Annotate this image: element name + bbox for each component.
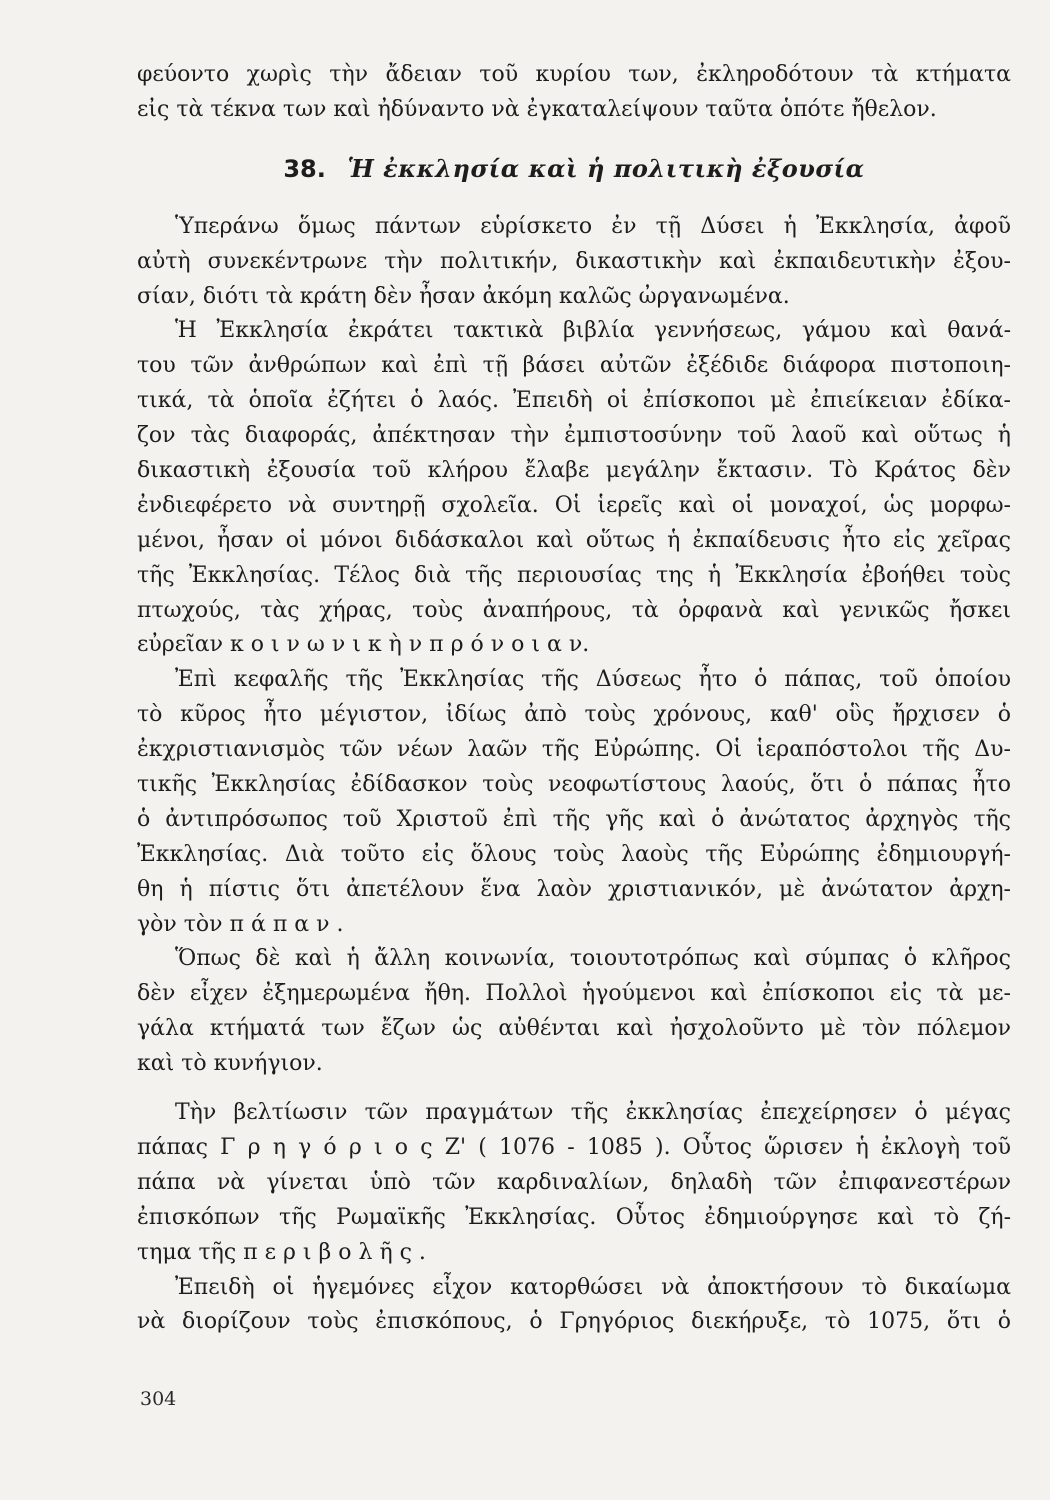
paragraph-line: σίαν, διότι τὰ κράτη δὲν ἦσαν ἀκόμη καλῶς ὠργανωμένα. (137, 283, 790, 309)
paragraph-line: καὶ τὸ κυνήγιον. (137, 1051, 323, 1077)
paragraph-line: Ἡ Ἐκκλησία ἐκράτει τακτικὰ βιβλία γεννήσεως, γάμου καὶ θανά- (175, 318, 1011, 344)
paragraph-line: γάλα κτήματά των ἔζων ὡς αὐθένται καὶ ἠσχολοῦντο μὲ τὸν πόλεμον (137, 1016, 1011, 1042)
paragraph-line: νὰ διορίζουν τοὺς ἐπισκόπους, ὁ Γρηγόριος διεκήρυξε, τὸ 1075, ὅτι ὁ (137, 1309, 1011, 1335)
paragraph-line: του τῶν ἀνθρώπων καὶ ἐπὶ τῇ βάσει αὐτῶν ἐξέδιδε διάφορα πιστοποιη- (137, 353, 1011, 379)
section-number: 38. (283, 154, 326, 183)
paragraph-line: τὸ κῦρος ἦτο μέγιστον, ἰδίως ἀπὸ τοὺς χρόνους, καθ' οὓς ἤρχισεν ὁ (137, 702, 1011, 728)
paragraph-line: τῆς Ἐκκλησίας. Τέλος διὰ τῆς περιουσίας της ἡ Ἐκκλησία ἐβοήθει τοὺς (137, 562, 1011, 588)
paragraph-line: ζον τὰς διαφοράς, ἀπέκτησαν τὴν ἐμπιστοσύνην τοῦ λαοῦ καὶ οὕτως ἡ (137, 423, 1011, 449)
intro-line: φεύοντο χωρὶς τὴν ἄδειαν τοῦ κυρίου των, ἐκληροδότουν τὰ κτήματα (137, 62, 1011, 87)
paragraph-line: Ἐκκλησίας. Διὰ τοῦτο εἰς ὅλους τοὺς λαοὺς τῆς Εὐρώπης ἐδημιουργή- (137, 841, 1011, 867)
paragraph-line: Ἐπὶ κεφαλῆς τῆς Ἐκκλησίας τῆς Δύσεως ἦτο ὁ πάπας, τοῦ ὁποίου (175, 667, 1011, 693)
paragraph-line: τημα τῆς π ε ρ ι β ο λ ῆ ς . (137, 1239, 426, 1265)
paragraph-line: δικαστικὴ ἐξουσία τοῦ κλήρου ἔλαβε μεγάλην ἔκτασιν. Τὸ Κράτος δὲν (137, 458, 1011, 484)
paragraph-line: μένοι, ἦσαν οἱ μόνοι διδάσκαλοι καὶ οὕτως ἡ ἐκπαίδευσις ἦτο εἰς χεῖρας (137, 527, 1011, 553)
paragraph-line: ἐκχριστιανισμὸς τῶν νέων λαῶν τῆς Εὐρώπης. Οἱ ἱεραπόστολοι τῆς Δυ- (137, 737, 1011, 763)
paragraph-spacer (137, 1082, 1011, 1096)
intro-line: εἰς τὰ τέκνα των καὶ ἠδύναντο νὰ ἐγκαταλείψουν ταῦτα ὁπότε ἤθελον. (137, 96, 937, 122)
paragraph-line: γὸν τὸν π ά π α ν . (137, 911, 344, 937)
paragraph-line: πάπα νὰ γίνεται ὑπὸ τῶν καρδιναλίων, δηλαδὴ τῶν ἐπιφανεστέρων (137, 1169, 1011, 1195)
paragraph-line: ἐπισκόπων τῆς Ρωμαϊκῆς Ἐκκλησίας. Οὗτος ἐδημιούργησε καὶ τὸ ζή- (137, 1204, 1011, 1230)
paragraph-line: θη ἡ πίστις ὅτι ἀπετέλουν ἕνα λαὸν χριστιανικόν, μὲ ἀνώτατον ἀρχη- (137, 876, 1011, 902)
paragraph-line: Ὅπως δὲ καὶ ἡ ἄλλη κοινωνία, τοιουτοτρόπως καὶ σύμπας ὁ κλῆρος (175, 946, 1011, 972)
paragraph-line: πάπας Γ ρ η γ ό ρ ι ο ς Ζ' ( 1076 - 1085 ). Οὗτος ὥρισεν ἡ ἐκλογὴ τοῦ (137, 1134, 1011, 1160)
paragraph-line: τικά, τὰ ὁποῖα ἐζήτει ὁ λαός. Ἐπειδὴ οἱ ἐπίσκοποι μὲ ἐπιείκειαν ἐδίκα- (137, 388, 1011, 414)
section-heading (137, 140, 1011, 198)
page-number: 304 (140, 1388, 177, 1410)
paragraph-line: αὐτὴ συνεκέντρωνε τὴν πολιτικήν, δικαστικὴν καὶ ἐκπαιδευτικὴν ἐξου- (137, 248, 1011, 274)
body-text (137, 58, 1011, 1340)
paragraph-line: πτωχούς, τὰς χήρας, τοὺς ἀναπήρους, τὰ ὀρφανὰ καὶ γενικῶς ἤσκει (137, 597, 1011, 623)
paragraph-line: Ἐπειδὴ οἱ ἡγεμόνες εἶχον κατορθώσει νὰ ἀποκτήσουν τὸ δικαίωμα (175, 1274, 1011, 1300)
paragraph-line: τικῆς Ἐκκλησίας ἐδίδασκον τοὺς νεοφωτίστους λαούς, ὅτι ὁ πάπας ἦτο (137, 772, 1011, 798)
paragraph-line: ὁ ἀντιπρόσωπος τοῦ Χριστοῦ ἐπὶ τῆς γῆς καὶ ὁ ἀνώτατος ἀρχηγὸς τῆς (137, 806, 1011, 832)
paragraph-line: εὐρεῖαν κ ο ι ν ω ν ι κ ὴ ν π ρ ό ν ο ι α ν. (137, 632, 590, 658)
paragraph-line: ἐνδιεφέρετο νὰ συντηρῇ σχολεῖα. Οἱ ἱερεῖς καὶ οἱ μοναχοί, ὡς μορφω- (137, 492, 1011, 518)
paragraph-line: Ὑπεράνω ὅμως πάντων εὑρίσκετο ἐν τῇ Δύσει ἡ Ἐκκλησία, ἀφοῦ (175, 213, 1011, 239)
paragraph-line: δὲν εἶχεν ἐξημερωμένα ἤθη. Πολλοὶ ἡγούμενοι καὶ ἐπίσκοποι εἰς τὰ με- (137, 981, 1011, 1007)
paragraph-line: Τὴν βελτίωσιν τῶν πραγμάτων τῆς ἐκκλησίας ἐπεχείρησεν ὁ μέγας (175, 1100, 1011, 1126)
section-title: Ἡ ἐκκλησία καὶ ἡ πολιτικὴ ἐξουσία (347, 153, 865, 183)
